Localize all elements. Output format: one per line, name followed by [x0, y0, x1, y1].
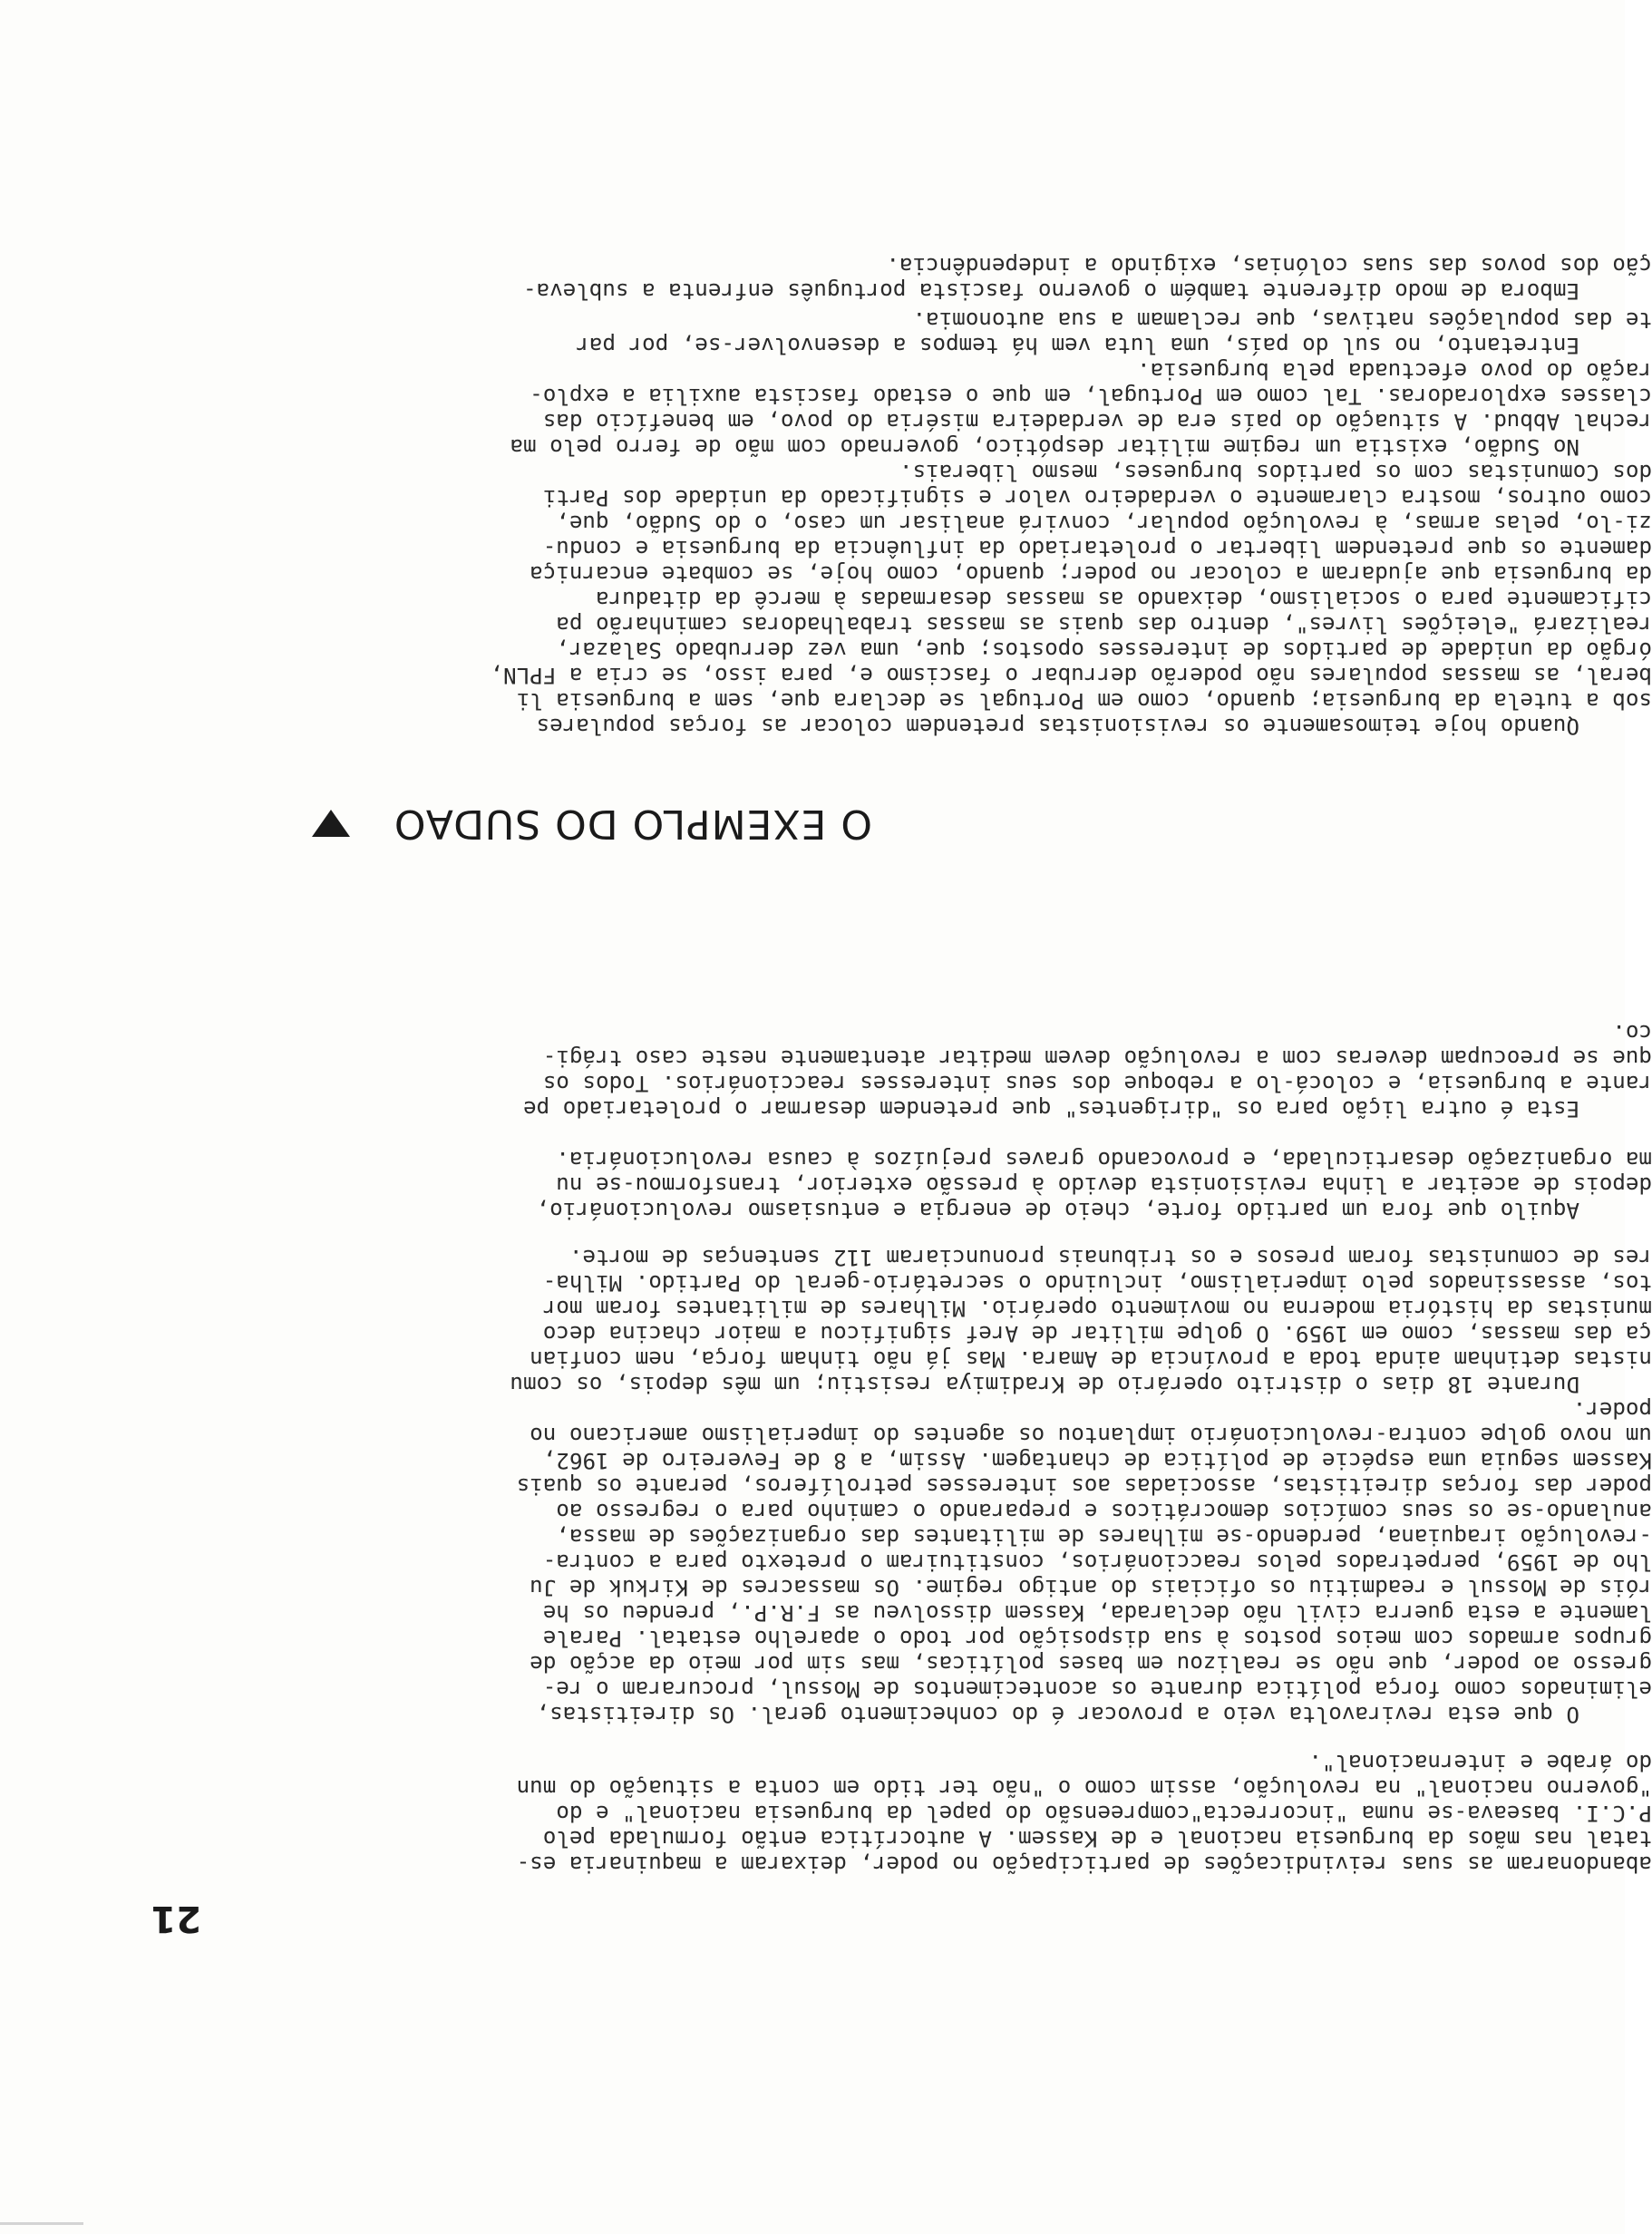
text-line: como outros, mostra claramente o verdadeiro valor e significado da unidade dos Parti	[542, 485, 1652, 510]
text-line: te das populações nativas, que reclamam a sua autonomia.	[912, 307, 1652, 333]
text-line: poder das forças direitistas, associadas aos interesses petrolíferos, perante os quais	[516, 1473, 1652, 1499]
page-number: 21	[151, 1898, 201, 1939]
text-line: depois de aceitar a linha revisionista devido à pressão exterior, transformou-se nu	[556, 1172, 1652, 1198]
text-line: Entretanto, no sul do país, uma luta vem há tempos a desenvolver-se, por par	[576, 333, 1579, 358]
text-line: lho de 1959, perpetrados pelos reaccionários, constituiram o pretexto para a contra-	[542, 1549, 1652, 1575]
text-line: Kassem seguia uma espécie de política de chantagem. Assim, a 8 de Fevereiro de 1962,	[542, 1448, 1652, 1473]
text-line: dos Comunistas com os partidos burgueses, mesmo liberais.	[899, 460, 1652, 485]
text-line: beral, as massas populares não poderão derrubar o fascismo e, para isso, se cria a FPLN,	[490, 663, 1652, 688]
text-line: O que esta reviravolta veio a provocar é do conhecimento geral. Os direitistas,	[536, 1702, 1579, 1727]
text-line: ma organização desarticulada, e provocando graves prejuízos à causa revolucionária.	[556, 1147, 1652, 1172]
text-line: Aquilo que fora um partido forte, cheio de energia e entusiasmo revolucionário,	[536, 1198, 1579, 1223]
text-line: rechal Abbud. A situação do país era de verdadeira miséria do povo, em benefício das	[542, 409, 1652, 434]
text-line: Embora de modo diferente também o governo fascista português enfrenta a subleva-	[523, 278, 1579, 304]
text-line: Durante 18 dias o distrito operário de Kradimiya resistiu; um mês depois, os comu	[510, 1372, 1579, 1397]
text-line: abandonaram as suas reivindicações de participação no poder, deixaram a maquinaria es-	[516, 1851, 1652, 1877]
text-line: res de comunistas foram presos e os tribunais pronunciaram 112 sentenças de morte.	[568, 1245, 1652, 1270]
text-line: róis de Mossul e readmitiu os oficiais do antigo regime. Os massacres de Kirkuk de Ju	[530, 1575, 1652, 1600]
text-line: grupos armados com meios postos à sua disposição por todo o aparelho estatal. Parale	[542, 1626, 1652, 1651]
text-line: nistas detinham ainda toda a província de Amara. Mas já não tinham força, nem confian	[530, 1346, 1652, 1372]
text-line: tatal nas mãos da burguesia nacional e de Kassem. A autocrítica então formulada pelo	[542, 1826, 1652, 1851]
text-line: Esta é outra lição para os "dirigentes" que pretendem desarmar o proletariado pe	[523, 1096, 1579, 1122]
text-line: órgão da unidade de partidos de interesses opostos; que, uma vez derrubado Salazar,	[556, 637, 1652, 663]
text-line: classes exploradoras. Tal como em Portugal, em que o estado fascista auxilia a explo-	[530, 384, 1652, 409]
text-line: ça das massas, como em 1959. O golpe militar de Aref significou a maior chacina deco	[542, 1321, 1652, 1346]
text-line: P.C.I. baseava-se numa "incorrecta"compreensão do papel da burguesia nacional" e do	[556, 1801, 1652, 1826]
text-line: que se preocupam deveras com a revolução devem meditar atentamente neste caso trági-	[542, 1045, 1652, 1071]
triangle-bullet-icon	[312, 811, 350, 838]
text-line: rante a burguesia, e colocá-lo a reboque dos seus interesses reaccionários. Todos os	[542, 1071, 1652, 1096]
text-line: poder.	[1572, 1397, 1652, 1423]
text-line: gresso ao poder, que não se realizou em bases políticas, mas sim por meio da acção de	[530, 1651, 1652, 1676]
text-line: anulando-se os seus comícios democráticos e preparando o caminho para o regresso ao	[556, 1499, 1652, 1524]
text-line: sob a tutela da burguesia; quando, como em Portugal se declara que, sem a burguesia li	[516, 688, 1652, 714]
text-line: ração do povo efectuada pela burguesia.	[1137, 358, 1652, 384]
text-line: "governo nacional" na revolução, assim como o "não ter tido em conta a situação do mun	[516, 1775, 1652, 1801]
text-line: -revolução iraquiana, perdendo-se milhares de militantes das organizações de massa,	[556, 1524, 1652, 1549]
text-line: da burguesia que ajudaram a colocar no poder; quando, como hoje, se combate encarniça	[530, 561, 1652, 587]
text-line: um novo golpe contra-revolucionário implantou os agentes do imperialismo americano no	[530, 1423, 1652, 1448]
text-line: tos, assassinados pelo imperialismo, incluindo o secretário-geral do Partido. Milha-	[542, 1270, 1652, 1296]
section-heading-text: O EXEMPLO DO SUDAO	[393, 801, 872, 847]
text-line: No Sudão, existia um regime militar despótico, governado com mão de ferro pelo ma	[510, 434, 1579, 460]
text-line: damente os que pretendem libertar o proletariado da influência da burguesia e condu-	[542, 536, 1652, 561]
text-line: do árabe e internacional".	[1308, 1750, 1652, 1775]
text-line: realizará "eleições livres", dentro das quais as massas trabalhadoras caminharão pa	[556, 612, 1652, 637]
text-line: eliminados como força política durante os acontecimentos de Mossul, procuraram o re-	[542, 1676, 1652, 1702]
text-line: cificamente para o socialismo, deixando as massas desarmadas à mercê da ditadura	[596, 587, 1652, 612]
text-line: lamente a esta guerra civil não declarada, Kassem dissolveu as F.R.P., prendeu os he	[542, 1600, 1652, 1626]
text-line: zi-lo, pelas armas, à revolução popular, convirá analisar um caso, o do Sudão, que,	[556, 510, 1652, 536]
text-line: ção dos povos das suas colónias, exigindo a independência.	[886, 253, 1652, 278]
text-line: munistas da história moderna no movimento operário. Milhares de militantes foram mor	[542, 1296, 1652, 1321]
text-line: co.	[1612, 1020, 1652, 1045]
section-heading	[312, 801, 872, 847]
text-line: Quando hoje teimosamente os revisionistas pretendem colocar as forças populares	[536, 714, 1579, 739]
